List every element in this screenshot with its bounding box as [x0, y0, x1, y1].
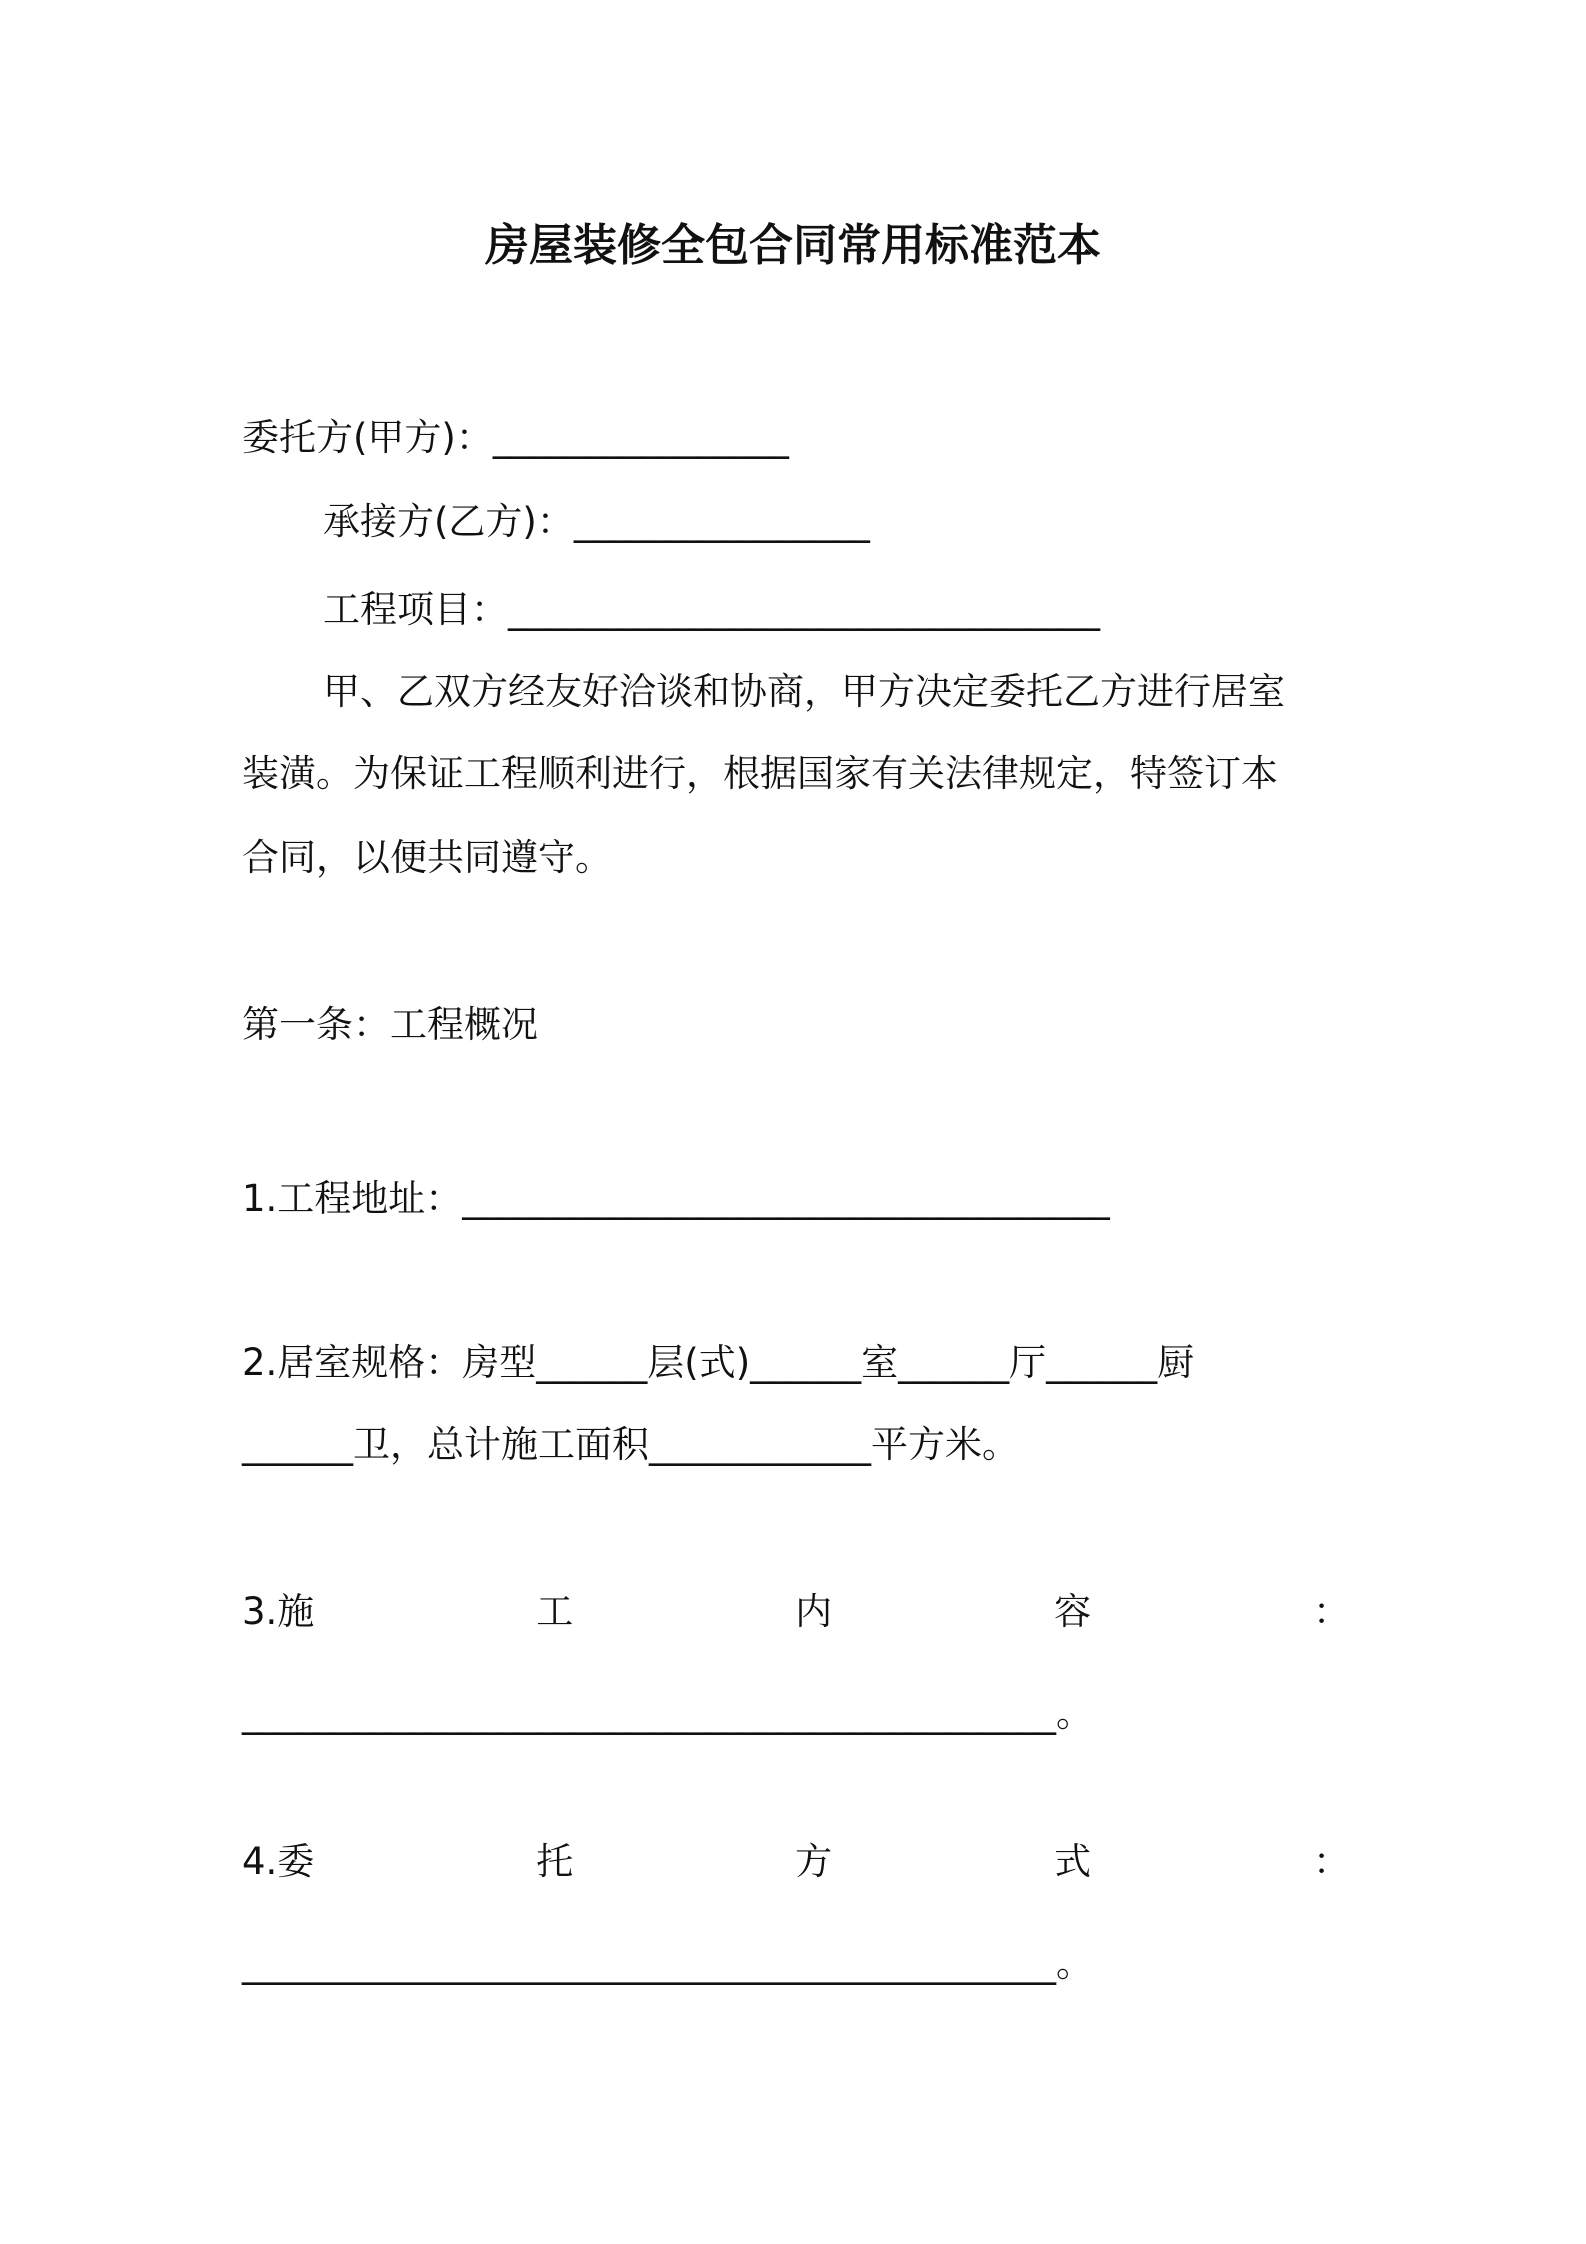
item-3-word: 工: [536, 1590, 574, 1633]
client-party-line: 委托方(甲方)：________________: [242, 416, 789, 459]
item-3-blank-line: ____________________________________________。: [242, 1692, 1093, 1735]
item-2-spec-line-1: 2.居室规格：房型______层(式)______室______厅______厨: [242, 1341, 1195, 1384]
intro-paragraph-line-2: 装潢。为保证工程顺利进行，根据国家有关法律规定，特签订本: [242, 752, 1278, 795]
item-1-address-line: 1.工程地址：___________________________________: [242, 1177, 1110, 1220]
item-4-word: 式: [1054, 1840, 1092, 1883]
item-3-word: ：: [1313, 1590, 1350, 1633]
item-4-word: ：: [1313, 1840, 1350, 1883]
project-line: 工程项目：________________________________: [323, 588, 1100, 631]
item-3-word: 内: [795, 1590, 833, 1633]
item-4-word: 方: [795, 1840, 833, 1883]
document-title: 房屋装修全包合同常用标准范本: [485, 220, 1101, 271]
intro-paragraph-line-3: 合同，以便共同遵守。: [242, 836, 612, 879]
article-1-heading: 第一条：工程概况: [242, 1003, 538, 1046]
item-4-word: 托: [536, 1840, 574, 1883]
item-3-word: 容: [1054, 1590, 1092, 1633]
item-4-blank-line: ____________________________________________。: [242, 1942, 1093, 1985]
item-3-heading: [242, 1586, 1350, 1638]
item-4-heading: [242, 1836, 1350, 1888]
item-2-spec-line-2: ______卫，总计施工面积____________平方米。: [242, 1423, 1019, 1466]
contractor-party-line: 承接方(乙方)：________________: [323, 500, 870, 543]
item-4-word: 4.委: [242, 1840, 315, 1883]
intro-paragraph-line-1: 甲、乙双方经友好洽谈和协商，甲方决定委托乙方进行居室: [323, 670, 1285, 713]
item-3-word: 3.施: [242, 1590, 315, 1633]
